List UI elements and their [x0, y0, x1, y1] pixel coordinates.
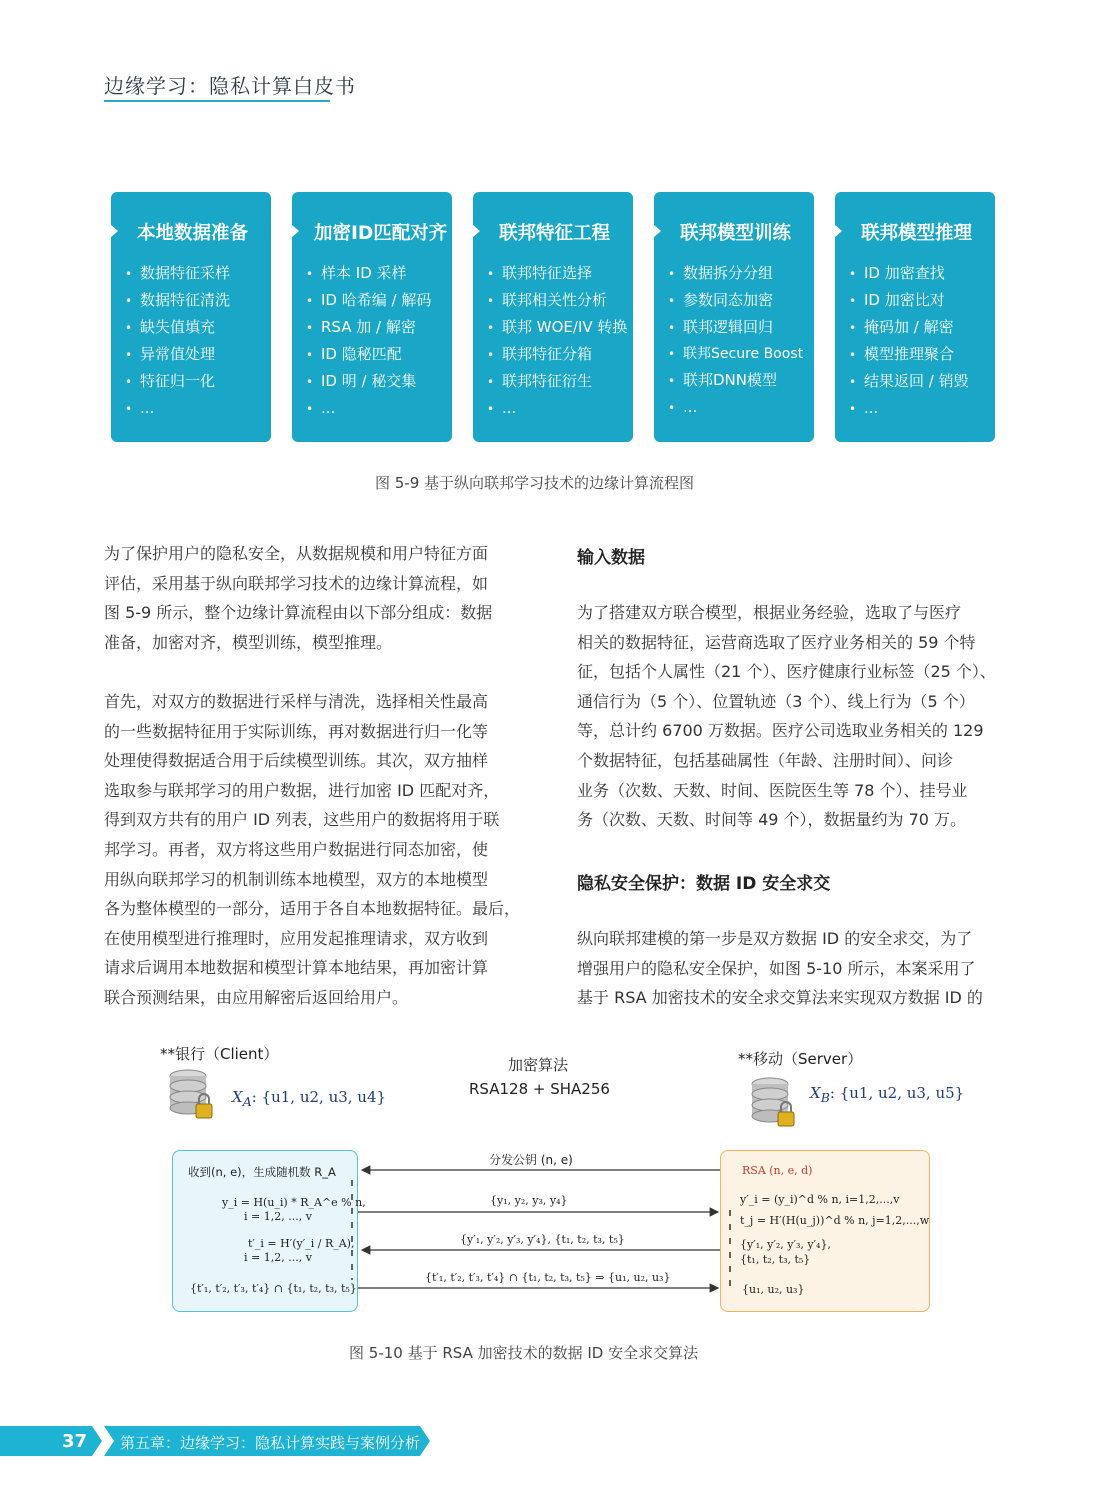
list-item: • 缺失值填充 — [125, 314, 230, 341]
text-line: 基于 RSA 加密技术的安全求交算法来实现双方数据 ID 的 — [577, 988, 983, 1008]
client-step-2-range: i = 1,2, ..., v — [244, 1210, 312, 1223]
text-line: 等，总计约 6700 万数据。医疗公司选取业务相关的 129 — [577, 721, 984, 741]
flow-card-5 — [835, 192, 995, 442]
section-heading-input-data: 输入数据 — [577, 548, 645, 568]
text-line: 选取参与联邦学习的用户数据，进行加密 ID 匹配对齐， — [104, 780, 500, 800]
list-item: • ID 明 / 秘交集 — [306, 368, 431, 395]
page-number: 37 — [62, 1431, 88, 1452]
section-heading-privacy: 隐私安全保护：数据 ID 安全求交 — [577, 874, 831, 894]
list-item: • ... — [487, 395, 627, 422]
algorithm-value: RSA128 + SHA256 — [469, 1080, 610, 1098]
flow-card-list — [487, 260, 627, 422]
list-item: • 联邦 WOE/IV 转换 — [487, 314, 627, 341]
flow-card-title: 加密ID匹配对齐 — [314, 223, 448, 244]
text-line: 纵向联邦建模的第一步是双方数据 ID 的安全求交，为了 — [577, 929, 973, 948]
client-set-label: $X_A$: {u1, u2, u3, u4} — [232, 1088, 387, 1109]
list-item: • ... — [849, 395, 969, 422]
text-line: 处理使得数据适合用于后续模型训练。其次，双方抽样 — [104, 751, 489, 771]
list-item: • 联邦特征选择 — [487, 260, 627, 287]
text-line: 个数据特征，包括基础属性（年龄、注册时间）、问诊 — [577, 750, 954, 770]
protocol-arrows — [340, 1150, 740, 1312]
flow-card-list — [668, 260, 803, 421]
arrow-label-y: {y₁, y₂, y₃, y₄} — [490, 1194, 568, 1207]
text-line: 征，包括个人属性（21 个）、医疗健康行业标签（25 个）、 — [577, 662, 996, 682]
chevron-right-icon — [103, 218, 118, 244]
text-line: 请求后调用本地数据和模型计算本地结果，再加密计算 — [104, 958, 489, 978]
client-label: **银行（Client） — [160, 1045, 279, 1063]
database-lock-icon — [168, 1068, 214, 1124]
text-line: 各为整体模型的一部分，适用于各自本地数据特征。最后， — [104, 899, 521, 919]
flow-card-title: 本地数据准备 — [137, 223, 249, 244]
text-line: 得到双方共有的用户 ID 列表，这些用户的数据将用于联 — [104, 810, 500, 830]
chevron-right-icon — [465, 218, 480, 244]
text-line: 为了保护用户的隐私安全，从数据规模和用户特征方面 — [104, 544, 489, 563]
flow-card-title: 联邦模型推理 — [861, 223, 973, 244]
server-step-3: {y′₁, y′₂, y′₃, y′₄}, — [740, 1238, 831, 1251]
server-step-3b: {t₁, t₂, t₃, t₅} — [740, 1253, 811, 1266]
chapter-title: 第五章：边缘学习：隐私计算实践与案例分析 — [120, 1434, 421, 1452]
text-line: 评估，采用基于纵向联邦学习技术的边缘计算流程，如 — [104, 573, 489, 593]
text-line: 联合预测结果，由应用解密后返回给用户。 — [104, 987, 409, 1007]
text-line: 增强用户的隐私安全保护，如图 5-10 所示，本案采用了 — [577, 958, 976, 978]
text-line: 用纵向联邦学习的机制训练本地模型，双方的本地模型 — [104, 869, 489, 889]
flow-card-list — [125, 260, 230, 422]
list-item: • 数据特征清洗 — [125, 287, 230, 314]
arrow-label-public-key: 分发公钥 (n, e) — [489, 1153, 573, 1167]
list-item: • 联邦特征衍生 — [487, 368, 627, 395]
list-item: • 样本 ID 采样 — [306, 260, 431, 287]
list-item: • ID 加密查找 — [849, 260, 969, 287]
text-line: 为了搭建双方联合模型，根据业务经验，选取了与医疗 — [577, 603, 962, 622]
list-item: • 联邦DNN模型 — [668, 367, 803, 394]
list-item: • 联邦相关性分析 — [487, 287, 627, 314]
figure-5-9-caption: 图 5-9 基于纵向联邦学习技术的边缘计算流程图 — [375, 474, 695, 492]
list-item: • 数据拆分分组 — [668, 260, 803, 287]
list-item: • 数据特征采样 — [125, 260, 230, 287]
text-line: 图 5-9 所示，整个边缘计算流程由以下部分组成：数据 — [104, 603, 493, 623]
list-item: • 异常值处理 — [125, 341, 230, 368]
list-item: • 联邦特征分箱 — [487, 341, 627, 368]
list-item: • 联邦逻辑回归 — [668, 314, 803, 341]
database-lock-icon — [750, 1076, 796, 1132]
header-underline — [104, 100, 330, 102]
client-step-3-range: i = 1,2, ..., v — [244, 1251, 312, 1264]
text-line: 业务（次数、天数、时间、医院医生等 78 个）、挂号业 — [577, 780, 968, 800]
algorithm-title: 加密算法 — [508, 1056, 569, 1074]
list-item: • 结果返回 / 销毁 — [849, 368, 969, 395]
text-line: 邦学习。再者，双方将这些用户数据进行同态加密，使 — [104, 839, 489, 859]
text-line: 的一些数据特征用于实际训练，再对数据进行归一化等 — [104, 721, 489, 741]
flow-card-title: 联邦模型训练 — [680, 223, 792, 244]
list-item: • ID 隐秘匹配 — [306, 341, 431, 368]
server-step-2: t_j = H′(H(u_j))^d % n, j=1,2,...,w — [740, 1214, 930, 1227]
list-item: • 模型推理聚合 — [849, 341, 969, 368]
list-item: • 掩码加 / 解密 — [849, 314, 969, 341]
server-label: **移动（Server） — [738, 1050, 863, 1068]
server-result: {u₁, u₂, u₃} — [742, 1283, 805, 1296]
chevron-right-icon — [284, 218, 299, 244]
flow-card-4 — [654, 192, 814, 442]
list-item: • 特征归一化 — [125, 368, 230, 395]
list-item: • 联邦Secure Boost — [668, 341, 803, 367]
client-step-2: y_i = H(u_i) * R_A^e % n, — [222, 1196, 366, 1209]
process-flow — [111, 192, 995, 442]
list-item: • ... — [125, 395, 230, 422]
flow-card-title: 联邦特征工程 — [499, 223, 611, 244]
text-line: 务（次数、天数、时间等 49 个），数据量约为 70 万。 — [577, 810, 967, 830]
server-set-label: $X_B$: {u1, u2, u3, u5} — [810, 1084, 965, 1105]
right-column-para1 — [577, 598, 997, 835]
list-item: • ... — [668, 394, 803, 421]
text-line: 在使用模型进行推理时，应用发起推理请求，双方收到 — [104, 928, 489, 948]
arrow-label-y-prime-t: {y′₁, y′₂, y′₃, y′₄}, {t₁, t₂, t₃, t₅} — [460, 1233, 625, 1246]
client-step-3: t′_i = H′(y′_i / R_A), — [248, 1237, 355, 1250]
client-step-4: {t′₁, t′₂, t′₃, t′₄} ∩ {t₁, t₂, t₃, t₅} — [190, 1282, 357, 1295]
server-step-1: y′_i = (y_i)^d % n, i=1,2,...,v — [740, 1193, 900, 1206]
list-item: • ID 加密比对 — [849, 287, 969, 314]
flow-card-list — [306, 260, 431, 422]
client-set: {u1, u2, u3, u4} — [261, 1088, 387, 1106]
text-line: 相关的数据特征，运营商选取了医疗业务相关的 59 个特 — [577, 632, 976, 652]
list-item: • RSA 加 / 解密 — [306, 314, 431, 341]
flow-card-3 — [473, 192, 633, 442]
text-line: 首先，对双方的数据进行采样与清洗，选择相关性最高 — [104, 691, 489, 711]
left-column — [104, 539, 524, 1013]
flow-card-2 — [292, 192, 452, 442]
arrow-label-intersection: {t′₁, t′₂, t′₃, t′₄} ∩ {t₁, t₂, t₃, t₅} ⇒ {u₁, u₂, u₃} — [425, 1271, 671, 1284]
page-header-title: 边缘学习：隐私计算白皮书 — [104, 74, 356, 98]
figure-5-10-caption: 图 5-10 基于 RSA 加密技术的数据 ID 安全求交算法 — [349, 1344, 699, 1362]
server-rsa-keys: RSA (n, e, d) — [742, 1164, 813, 1177]
right-column-para2 — [577, 924, 997, 1013]
chevron-right-icon — [646, 218, 661, 244]
chevron-right-icon — [827, 218, 842, 244]
client-step-1: 收到(n, e)，生成随机数 R_A — [188, 1165, 336, 1179]
flow-card-list — [849, 260, 969, 422]
flow-card-1 — [111, 192, 271, 442]
list-item: • ... — [306, 395, 431, 422]
list-item: • ID 哈希编 / 解码 — [306, 287, 431, 314]
text-line: 准备，加密对齐，模型训练，模型推理。 — [104, 632, 393, 652]
server-set: {u1, u2, u3, u5} — [839, 1084, 965, 1102]
text-line: 通信行为（5 个）、位置轨迹（3 个）、线上行为（5 个） — [577, 691, 975, 711]
list-item: • 参数同态加密 — [668, 287, 803, 314]
